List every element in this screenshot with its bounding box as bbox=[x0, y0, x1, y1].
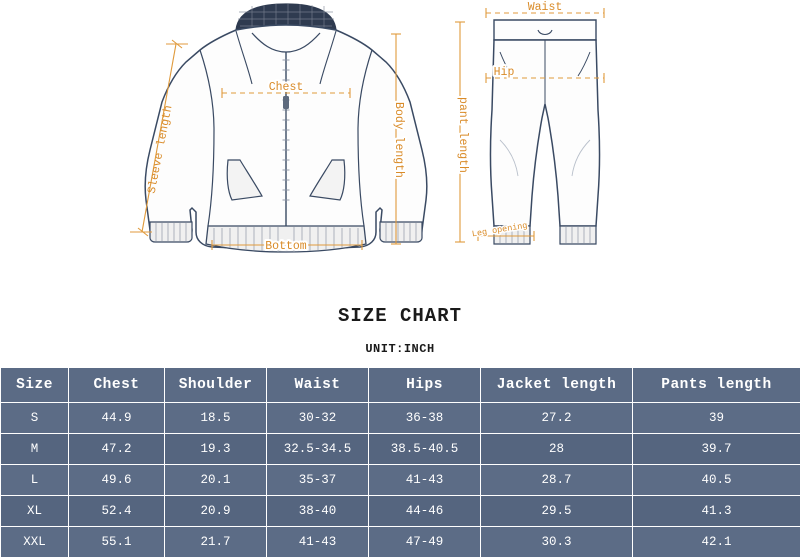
column-header-jacket-length: Jacket length bbox=[481, 368, 633, 403]
cell-waist: 41-43 bbox=[267, 527, 369, 558]
cell-chest: 52.4 bbox=[69, 496, 165, 527]
column-header-waist: Waist bbox=[267, 368, 369, 403]
label-pant-length: pant length bbox=[456, 97, 469, 173]
cell-size: S bbox=[1, 403, 69, 434]
label-leg-opening: Leg opening bbox=[471, 221, 528, 240]
cell-pants-length: 42.1 bbox=[633, 527, 800, 558]
cell-hips: 38.5-40.5 bbox=[369, 434, 481, 465]
cell-chest: 44.9 bbox=[69, 403, 165, 434]
cell-waist: 30-32 bbox=[267, 403, 369, 434]
cell-shoulder: 20.9 bbox=[165, 496, 267, 527]
column-header-pants-length: Pants length bbox=[633, 368, 800, 403]
label-sleeve-length: Sleeve length bbox=[146, 104, 176, 195]
cell-waist: 38-40 bbox=[267, 496, 369, 527]
cell-size: XL bbox=[1, 496, 69, 527]
table-row bbox=[1, 496, 800, 527]
table-header-row bbox=[1, 368, 800, 403]
cell-shoulder: 18.5 bbox=[165, 403, 267, 434]
cell-hips: 44-46 bbox=[369, 496, 481, 527]
cell-hips: 36-38 bbox=[369, 403, 481, 434]
cell-shoulder: 20.1 bbox=[165, 465, 267, 496]
cell-chest: 55.1 bbox=[69, 527, 165, 558]
cell-size: XXL bbox=[1, 527, 69, 558]
table-row bbox=[1, 465, 800, 496]
table-row bbox=[1, 403, 800, 434]
label-waist: Waist bbox=[528, 1, 563, 14]
label-bottom: Bottom bbox=[265, 240, 307, 253]
cell-chest: 49.6 bbox=[69, 465, 165, 496]
label-chest: Chest bbox=[269, 81, 304, 94]
table-row bbox=[1, 527, 800, 558]
cell-shoulder: 19.3 bbox=[165, 434, 267, 465]
cell-size: M bbox=[1, 434, 69, 465]
cell-jacket-length: 30.3 bbox=[481, 527, 633, 558]
unit-label: UNIT:INCH bbox=[0, 342, 800, 356]
label-body-length: Body length bbox=[392, 102, 405, 178]
cell-jacket-length: 27.2 bbox=[481, 403, 633, 434]
cell-shoulder: 21.7 bbox=[165, 527, 267, 558]
column-header-chest: Chest bbox=[69, 368, 165, 403]
cell-chest: 47.2 bbox=[69, 434, 165, 465]
pants-drawing bbox=[491, 20, 600, 244]
cell-pants-length: 40.5 bbox=[633, 465, 800, 496]
column-header-size: Size bbox=[1, 368, 69, 403]
jacket-drawing bbox=[145, 4, 427, 252]
cell-jacket-length: 28.7 bbox=[481, 465, 633, 496]
column-header-shoulder: Shoulder bbox=[165, 368, 267, 403]
cell-pants-length: 39 bbox=[633, 403, 800, 434]
cell-hips: 41-43 bbox=[369, 465, 481, 496]
cell-pants-length: 41.3 bbox=[633, 496, 800, 527]
table-row bbox=[1, 434, 800, 465]
cell-size: L bbox=[1, 465, 69, 496]
size-chart-table bbox=[0, 367, 800, 558]
cell-waist: 32.5-34.5 bbox=[267, 434, 369, 465]
cell-pants-length: 39.7 bbox=[633, 434, 800, 465]
page-title: SIZE CHART bbox=[0, 305, 800, 327]
cell-waist: 35-37 bbox=[267, 465, 369, 496]
cell-jacket-length: 28 bbox=[481, 434, 633, 465]
size-chart-table-wrapper bbox=[0, 367, 800, 558]
column-header-hips: Hips bbox=[369, 368, 481, 403]
cell-jacket-length: 29.5 bbox=[481, 496, 633, 527]
label-hip: Hip bbox=[494, 66, 515, 79]
cell-hips: 47-49 bbox=[369, 527, 481, 558]
